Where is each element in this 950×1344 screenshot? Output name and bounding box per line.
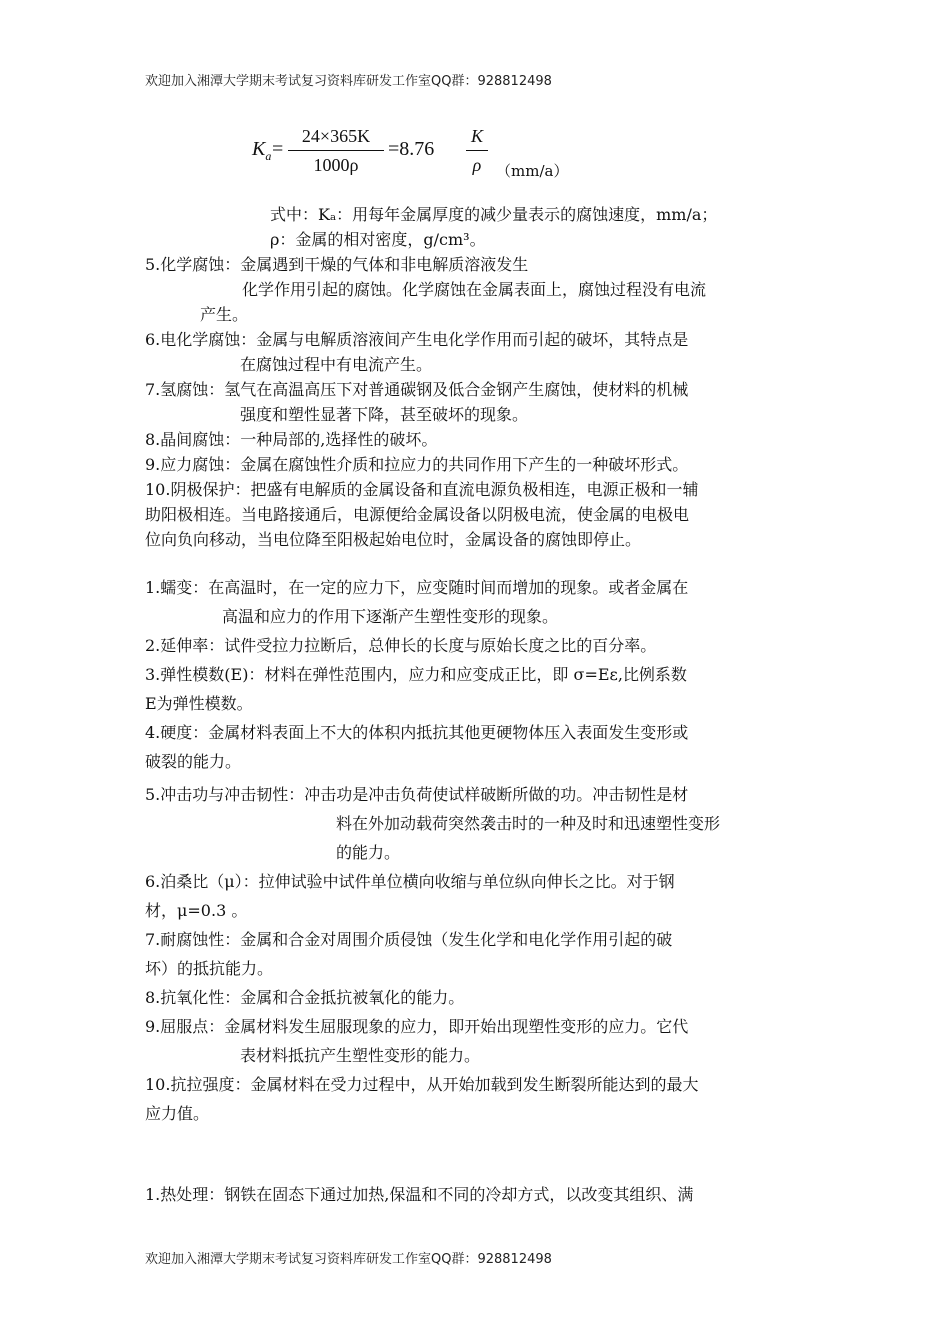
text-line: 3.弹性模数(E)：材料在弹性范围内，应力和应变成正比，即 σ=Eε,比例系数 [145, 665, 687, 684]
formula-equals: = [272, 138, 284, 160]
formula-denominator: 1000ρ [313, 155, 359, 175]
page-footer: 欢迎加入湘潭大学期末考试复习资料库研发工作室QQ群：928812498 [145, 1252, 552, 1267]
text-line: 10.阴极保护：把盛有电解质的金属设备和直流电源负极相连，电源正极和一辅 [145, 480, 699, 499]
text-line: 9.屈服点：金属材料发生屈服现象的应力，即开始出现塑性变形的应力。它代 [145, 1017, 689, 1036]
text-line: 5.化学腐蚀：金属遇到干燥的气体和非电解质溶液发生 [145, 255, 529, 274]
text-line: 6.泊桑比（μ）：拉伸试验中试件单位横向收缩与单位纵向伸长之比。对于钢 [145, 872, 675, 891]
text-line: ρ：金属的相对密度，g/cm³。 [270, 230, 486, 249]
text-line: 位向负向移动，当电位降至阳极起始电位时，金属设备的腐蚀即停止。 [145, 530, 642, 549]
formula-lhs: $K_a$ [252, 138, 272, 163]
text-line: 4.硬度：金属材料表面上不大的体积内抵抗其他更硬物体压入表面发生变形或 [145, 723, 689, 742]
fraction-bar [288, 150, 384, 151]
text-line: 1.热处理：钢铁在固态下通过加热,保温和不同的冷却方式，以改变其组织、满 [145, 1185, 694, 1204]
text-line: 6.电化学腐蚀：金属与电解质溶液间产生电化学作用而引起的破坏，其特点是 [145, 330, 689, 349]
formula-k-numerator: K [470, 126, 483, 146]
text-line: 助阳极相连。当电路接通后，电源便给金属设备以阴极电流，使金属的电极电 [145, 505, 690, 524]
text-line: 式中：Kₐ：用每年金属厚度的减少量表示的腐蚀速度，mm/a； [270, 205, 718, 224]
text-line: 坏）的抵抗能力。 [145, 959, 274, 978]
text-line: 8.晶间腐蚀：一种局部的,选择性的破坏。 [145, 430, 438, 449]
formula-unit: （mm/a） [496, 162, 569, 180]
text-line: 10.抗拉强度：金属材料在受力过程中，从开始加载到发生断裂所能达到的最大 [145, 1075, 699, 1094]
formula-numerator: 24×365K [301, 126, 371, 146]
text-line: 化学作用引起的腐蚀。化学腐蚀在金属表面上，腐蚀过程没有电流 [242, 280, 707, 299]
text-line: 2.延伸率：试件受拉力拉断后，总伸长的长度与原始长度之比的百分率。 [145, 636, 657, 655]
text-line: 产生。 [200, 305, 249, 324]
text-line: 应力值。 [145, 1104, 210, 1123]
formula-k-denominator: ρ [472, 155, 482, 175]
text-line: 材，μ=0.3 。 [145, 901, 248, 920]
formula-coefficient: =8.76 [388, 138, 435, 160]
page-header: 欢迎加入湘潭大学期末考试复习资料库研发工作室QQ群：928812498 [145, 74, 552, 89]
text-line: 高温和应力的作用下逐渐产生塑性变形的现象。 [222, 607, 559, 626]
text-line: 9.应力腐蚀：金属在腐蚀性介质和拉应力的共同作用下产生的一种破坏形式。 [145, 455, 689, 474]
text-line: 8.抗氧化性：金属和合金抵抗被氧化的能力。 [145, 988, 465, 1007]
text-line: 表材料抵抗产生塑性变形的能力。 [240, 1046, 481, 1065]
text-line: E为弹性模数。 [145, 694, 253, 713]
text-line: 在腐蚀过程中有电流产生。 [240, 355, 433, 374]
text-line: 料在外加动载荷突然袭击时的一种及时和迅速塑性变形 [336, 814, 721, 833]
formula-k-fraction [466, 124, 488, 177]
formula-fraction [288, 124, 384, 177]
text-line: 7.氢腐蚀：氢气在高温高压下对普通碳钢及低合金钢产生腐蚀，使材料的机械 [145, 380, 689, 399]
text-line: 的能力。 [336, 843, 401, 862]
text-line: 破裂的能力。 [145, 752, 242, 771]
text-line: 7.耐腐蚀性：金属和合金对周围介质侵蚀（发生化学和电化学作用引起的破 [145, 930, 673, 949]
text-line: 强度和塑性显著下降，甚至破坏的现象。 [240, 405, 529, 424]
fraction-bar [466, 150, 488, 151]
text-line: 5.冲击功与冲击韧性：冲击功是冲击负荷使试样破断所做的功。冲击韧性是材 [145, 785, 689, 804]
text-line: 1.蠕变：在高温时，在一定的应力下，应变随时间而增加的现象。或者金属在 [145, 578, 689, 597]
